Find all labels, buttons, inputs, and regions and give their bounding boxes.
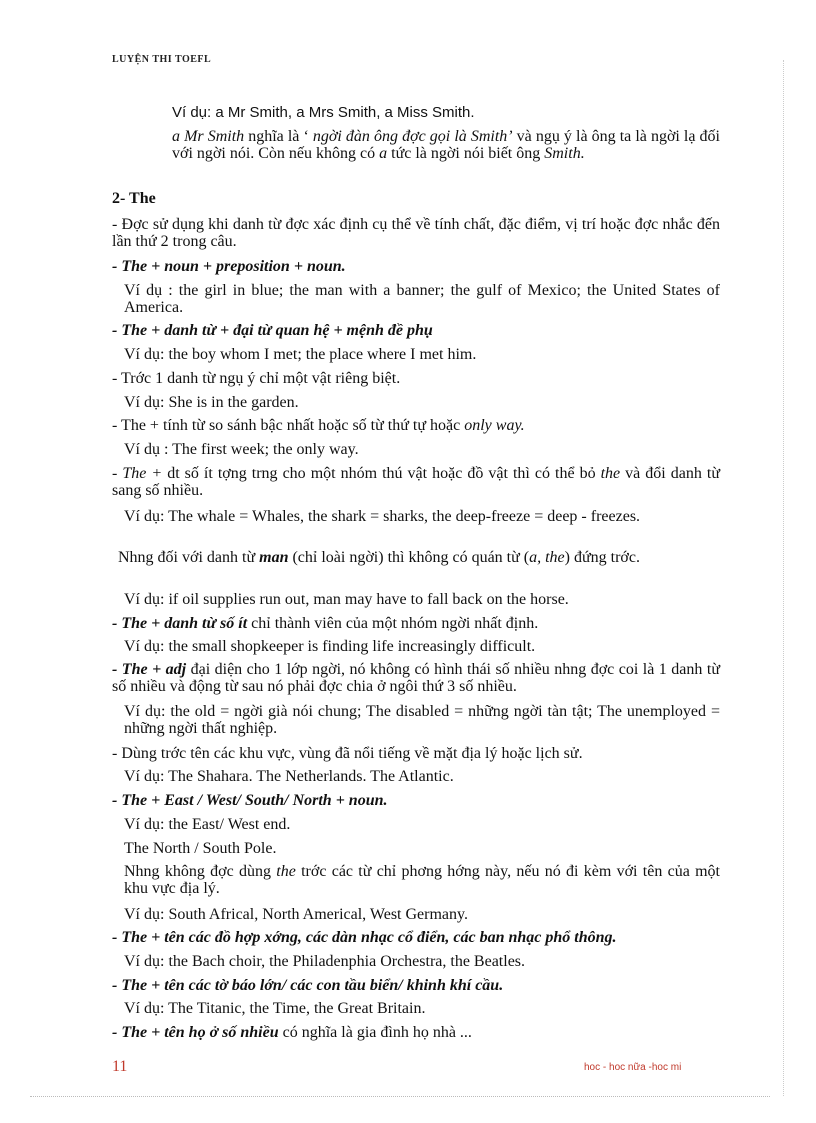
section-heading: 2- The xyxy=(112,190,156,207)
paragraph: Nhng đối với danh từ man (chỉ loài ngời) thì không có quán từ (a, the) đứng trớc. xyxy=(118,549,640,566)
rule-heading: - The + noun + preposition + noun. xyxy=(112,258,346,275)
rule-line: - The + tên họ ở số nhiều có nghĩa là gia đình họ nhà ... xyxy=(112,1024,472,1041)
rule-line: - The + tính từ so sánh bậc nhất hoặc số từ thứ tự hoặc only way. xyxy=(112,417,525,434)
bottom-border xyxy=(30,1096,770,1097)
rule-heading: - The + East / West/ South/ North + noun. xyxy=(112,792,388,809)
example-line: Ví dụ: The Shahara. The Netherlands. The Atlantic. xyxy=(124,768,454,785)
example-line: Ví dụ: the boy whom I met; the place where I met him. xyxy=(124,346,477,363)
rule-line: - Trớc 1 danh từ ngụ ý chỉ một vật riêng biệt. xyxy=(112,370,401,387)
paragraph: a Mr Smith nghĩa là ‘ ngời đàn ông đợc gọi là Smith’ và ngụ ý là ông ta là ngời lạ đối với ngời nói. Còn nếu không có a tức là ngời nói biết ông Smith. xyxy=(172,128,720,162)
page-header: LUYỆN THI TOEFL xyxy=(112,54,212,65)
example-paragraph: Ví dụ: the old = ngời già nói chung; The disabled = những ngời tàn tật; The unemployed = những ngời thất nghiệp. xyxy=(124,703,720,737)
right-border xyxy=(783,60,784,1096)
footer-text: hoc - hoc nữa -hoc mi xyxy=(584,1062,682,1073)
rule-heading: - The + tên các tờ báo lớn/ các con tầu biển/ khinh khí cầu. xyxy=(112,977,504,994)
rule-line: - Dùng trớc tên các khu vực, vùng đã nổi tiếng về mặt địa lý hoặc lịch sử. xyxy=(112,745,583,762)
rule-heading: - The + danh từ + đại từ quan hệ + mệnh đề phụ xyxy=(112,322,433,339)
example-line: Ví dụ: The Titanic, the Time, the Great Britain. xyxy=(124,1000,426,1017)
example-line: Ví dụ: South Africal, North Americal, West Germany. xyxy=(124,906,468,923)
rule-heading: - The + tên các đồ hợp xớng, các dàn nhạc cổ điển, các ban nhạc phổ thông. xyxy=(112,929,617,946)
example-line: The North / South Pole. xyxy=(124,840,277,857)
example-line: Ví dụ: a Mr Smith, a Mrs Smith, a Miss Smith. xyxy=(172,104,475,121)
example-line: Ví dụ: the Bach choir, the Philadenphia Orchestra, the Beatles. xyxy=(124,953,526,970)
example-line: Ví dụ: the East/ West end. xyxy=(124,816,291,833)
paragraph: Nhng không đợc dùng the trớc các từ chỉ phơng hớng này, nếu nó đi kèm với tên của một khu vực địa lý. xyxy=(124,863,720,897)
rule-line: - The + danh từ số ít chỉ thành viên của một nhóm ngời nhất định. xyxy=(112,615,539,632)
paragraph: - The + dt số ít tợng trng cho một nhóm thú vật hoặc đồ vật thì có thể bỏ the và đổi danh từ sang số nhiều. xyxy=(112,465,721,499)
example-line: Ví dụ: if oil supplies run out, man may have to fall back on the horse. xyxy=(124,591,569,608)
example-line: Ví dụ: the small shopkeeper is finding life increasingly difficult. xyxy=(124,638,536,655)
example-line: Ví dụ : The first week; the only way. xyxy=(124,441,359,458)
example-paragraph: Ví dụ: The whale = Whales, the shark = sharks, the deep-freeze = deep - freezes. xyxy=(124,508,641,525)
example-paragraph: Ví dụ : the girl in blue; the man with a banner; the gulf of Mexico; the United States of America. xyxy=(124,282,720,316)
paragraph: - Đợc sử dụng khi danh từ đợc xác định cụ thể về tính chất, đặc điểm, vị trí hoặc đợc nhắc đến lần thứ 2 trong câu. xyxy=(112,216,720,250)
page-number: 11 xyxy=(112,1058,128,1075)
example-line: Ví dụ: She is in the garden. xyxy=(124,394,299,411)
paragraph: - The + adj đại diện cho 1 lớp ngời, nó không có hình thái số nhiều nhng đợc coi là 1 danh từ số nhiều và động từ sau nó phải đợc chia ở ngôi thứ 3 số nhiều. xyxy=(112,661,720,695)
